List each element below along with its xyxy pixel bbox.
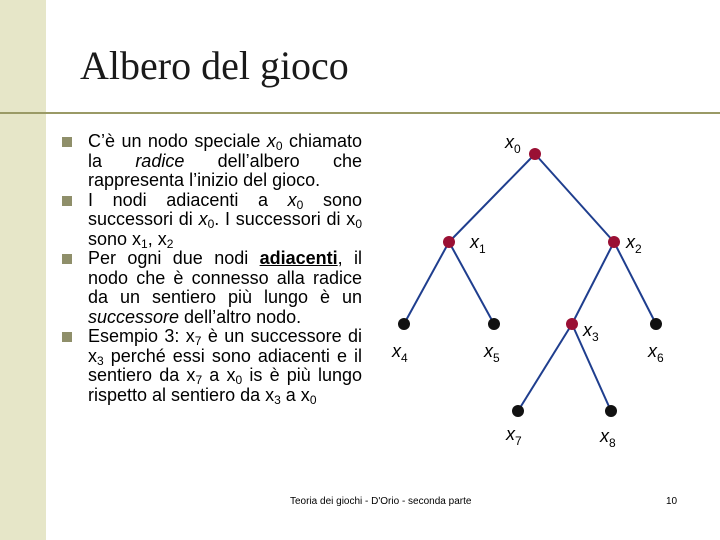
tree-labels: [391, 132, 664, 450]
tree-node-label-x4: $x_4$: [392, 341, 408, 365]
slide-footer: Teoria dei giochi - D'Orio - seconda parte: [290, 496, 472, 507]
tree-node-x8: [605, 405, 617, 417]
tree-nodes: [398, 148, 662, 417]
tree-node-x5: [488, 318, 500, 330]
tree-node-label-x3: $x_3$: [583, 320, 599, 344]
tree-edge-x2-x3: [572, 242, 614, 324]
tree-edge-x0-x1: [449, 154, 535, 242]
tree-edge-x3-x7: [518, 324, 572, 411]
tree-node-x2: [608, 236, 620, 248]
tree-node-x3: [566, 318, 578, 330]
tree-node-label-x5: $x_5$: [484, 341, 500, 365]
tree-node-label-x8: $x_8$: [600, 426, 616, 450]
tree-edge-x1-x5: [449, 242, 494, 324]
tree-edges: [404, 154, 656, 411]
page-number: 10: [666, 496, 678, 507]
bullet-text: Esempio 3: $x_7$ è un successore di $x_3$ perché essi sono adiacenti e il sentiero da $x_7$ a $x_0$ is è più lungo rispetto al sentiero da $x_3$ a $x_0$: [88, 326, 363, 407]
tree-node-x6: [650, 318, 662, 330]
tree-node-label-x1: $x_1$: [470, 232, 486, 256]
tree-node-x0: [529, 148, 541, 160]
bullet-text: Per ogni due nodi adiacenti, il nodo che è connesso alla radice da un sentiero più lungo è un successore dell’altro nodo.: [88, 248, 363, 327]
tree-node-x7: [512, 405, 524, 417]
tree-node-x4: [398, 318, 410, 330]
bullet-text: I nodi adiacenti a $x_0$ sono successori di $x_0$. I successori di $x_0$ sono $x_1$, $x_2$: [88, 189, 362, 251]
tree-node-x1: [443, 236, 455, 248]
slide-title: Albero del gioco: [80, 43, 349, 88]
tree-node-label-x2: $x_2$: [626, 232, 642, 256]
tree-node-label-x0: $x_0$: [505, 132, 521, 156]
tree-edge-x0-x2: [535, 154, 614, 242]
tree-node-label-x7: $x_7$: [506, 424, 522, 448]
tree-edge-x1-x4: [404, 242, 449, 324]
bullet-text: C’è un nodo speciale $x_0$ chiamato la radice dell’albero che rappresenta l’inizio del gioco.: [88, 131, 363, 190]
tree-node-label-x6: $x_6$: [648, 341, 664, 365]
